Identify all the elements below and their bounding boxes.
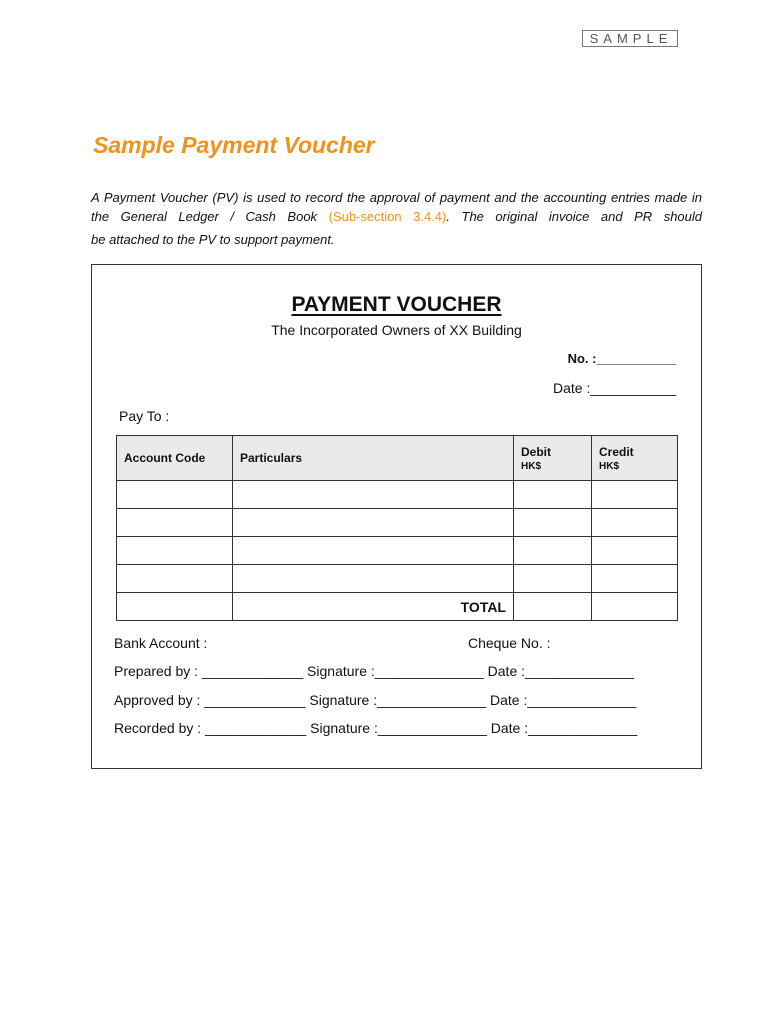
cell-credit	[592, 481, 678, 509]
bank-account-label: Bank Account :	[114, 635, 208, 651]
intro-text-1: A Payment Voucher (PV) is used to record the approval of payment and the accounting entries made in the General Ledger / Cash Book	[91, 190, 702, 224]
table-row	[117, 509, 678, 537]
header-credit	[592, 436, 678, 481]
table-row	[117, 537, 678, 565]
header-debit-unit: HK$	[521, 460, 542, 472]
table-row	[117, 565, 678, 593]
voucher-title: PAYMENT VOUCHER	[291, 293, 502, 316]
intro-text-2: . The original invoice and PR should	[446, 209, 703, 224]
intro-subsection-ref: (Sub-section 3.4.4)	[328, 209, 447, 224]
cell-debit	[514, 537, 592, 565]
total-credit	[592, 593, 678, 621]
header-debit	[514, 436, 592, 481]
pay-to-label: Pay To :	[119, 408, 170, 424]
total-row	[117, 593, 678, 621]
cell-account-code	[117, 565, 233, 593]
cell-debit	[514, 565, 592, 593]
total-debit	[514, 593, 592, 621]
cell-particulars	[233, 537, 514, 565]
cell-debit	[514, 481, 592, 509]
cell-credit	[592, 537, 678, 565]
cell-credit	[592, 509, 678, 537]
cell-account-code	[117, 481, 233, 509]
cell-particulars	[233, 509, 514, 537]
voucher-number-field: No. :___________	[567, 351, 676, 366]
cell-particulars	[233, 565, 514, 593]
table-header-row	[117, 436, 678, 481]
cell-particulars	[233, 481, 514, 509]
cheque-no-label: Cheque No. :	[468, 635, 551, 651]
sample-badge: SAMPLE	[582, 30, 678, 47]
header-account-code: Account Code	[117, 436, 233, 481]
approved-by-line: Approved by : _____________ Signature :______________ Date :______________	[114, 692, 637, 708]
cell-account-code	[117, 593, 233, 621]
cell-account-code	[117, 537, 233, 565]
cell-credit	[592, 565, 678, 593]
cell-debit	[514, 509, 592, 537]
total-label: TOTAL	[233, 593, 514, 621]
page-title: Sample Payment Voucher	[93, 132, 375, 158]
intro-paragraph	[91, 188, 702, 249]
voucher-date-field: Date :___________	[553, 380, 676, 396]
header-credit-label: Credit	[599, 444, 634, 459]
table-row	[117, 481, 678, 509]
voucher-subtitle: The Incorporated Owners of XX Building	[271, 322, 522, 338]
payment-voucher-form	[91, 264, 702, 769]
header-debit-label: Debit	[521, 444, 551, 459]
intro-text-3: be attached to the PV to support payment.	[91, 232, 335, 247]
accounts-table	[116, 435, 678, 621]
cell-account-code	[117, 509, 233, 537]
header-credit-unit: HK$	[599, 460, 620, 472]
recorded-by-line: Recorded by : _____________ Signature :______________ Date :______________	[114, 720, 638, 736]
prepared-by-line: Prepared by : _____________ Signature :______________ Date :______________	[114, 663, 635, 679]
header-particulars: Particulars	[233, 436, 514, 481]
